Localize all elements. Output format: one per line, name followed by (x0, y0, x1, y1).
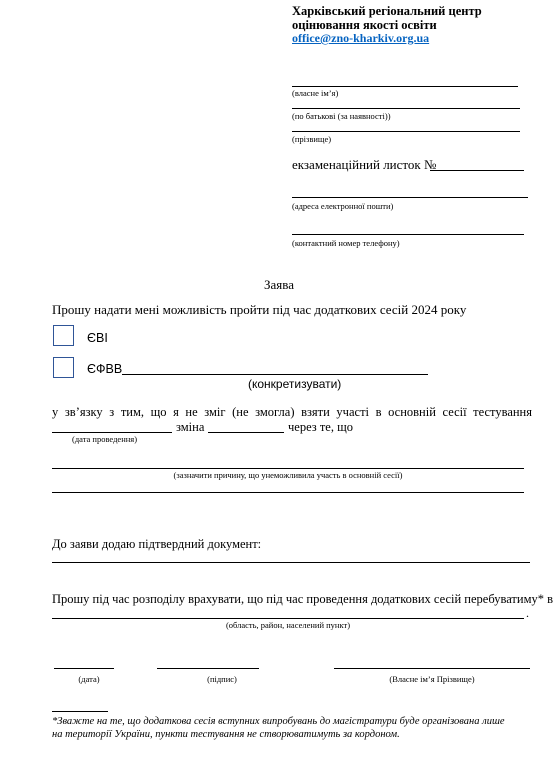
phone-line (292, 234, 524, 235)
exam-sheet-number-line[interactable] (430, 170, 524, 171)
org-name-line1: Харківський регіональний центр (292, 4, 482, 18)
email-caption: (адреса електронної пошти) (292, 201, 394, 211)
efvv-specify-line[interactable] (122, 374, 428, 375)
reason-caption: (зазначити причину, що унеможливила участь в основній сесії) (173, 470, 403, 480)
location-line[interactable] (52, 618, 524, 619)
evi-checkbox[interactable] (53, 325, 74, 346)
surname-caption: (прізвище) (292, 134, 332, 144)
email-line (292, 197, 528, 198)
reason-line: у зв’язку з тим, що я не зміг (не змогла) взяти участі в основній сесії тестування (52, 405, 532, 419)
shift-line[interactable] (208, 432, 284, 433)
org-name-line2: оцінювання якості освіти (292, 18, 437, 32)
session-date-line[interactable] (52, 432, 172, 433)
full-name-caption: (Власне ім’я Прізвище) (389, 674, 475, 684)
org-email-link[interactable]: office@zno-kharkiv.org.ua (292, 31, 430, 45)
efvv-checkbox[interactable] (53, 357, 74, 378)
patronymic-caption: (по батькові (за наявності)) (292, 111, 391, 121)
footnote-separator (52, 711, 108, 712)
form-title: Заява (264, 277, 294, 292)
location-period: . (526, 606, 529, 620)
first-name-caption: (власне ім’я) (292, 88, 339, 98)
phone-caption: (контактний номер телефону) (292, 238, 400, 248)
sign-date-line[interactable] (54, 668, 114, 669)
footnote-line2: на території України, пункти тестування не створюватимуть за кордоном. (52, 729, 400, 740)
signature-caption: (підпис) (207, 674, 237, 684)
location-request: Прошу під час розподілу врахувати, що під час проведення додаткових сесій перебуватиму* в (52, 592, 554, 606)
shift-label: зміна (176, 420, 205, 434)
first-name-line (292, 86, 518, 87)
location-caption: (область, район, населений пункт) (225, 620, 351, 630)
signature-line[interactable] (157, 668, 259, 669)
full-name-line[interactable] (334, 668, 530, 669)
intro-text: Прошу надати мені можливість пройти під час додаткових сесій 2024 року (52, 302, 467, 317)
surname-line (292, 131, 520, 132)
attach-label: До заяви додаю підтвердний документ: (52, 537, 262, 551)
efvv-label: ЄФВВ (87, 362, 123, 376)
sign-date-caption: (дата) (78, 674, 100, 684)
footnote-line1: *Зважте на те, що додаткова сесія вступних випробувань до магістратури буде організована лише (52, 716, 505, 727)
attach-line[interactable] (52, 562, 530, 563)
patronymic-line (292, 108, 520, 109)
session-date-caption: (дата проведення) (72, 434, 138, 444)
exam-sheet-label: екзаменаційний листок № (292, 157, 437, 172)
reason-line-2[interactable] (52, 492, 524, 493)
specify-caption: (конкретизувати) (248, 377, 342, 391)
because-label: через те, що (288, 420, 353, 434)
reason-line-1[interactable] (52, 468, 524, 469)
evi-label: ЄВІ (87, 331, 108, 345)
